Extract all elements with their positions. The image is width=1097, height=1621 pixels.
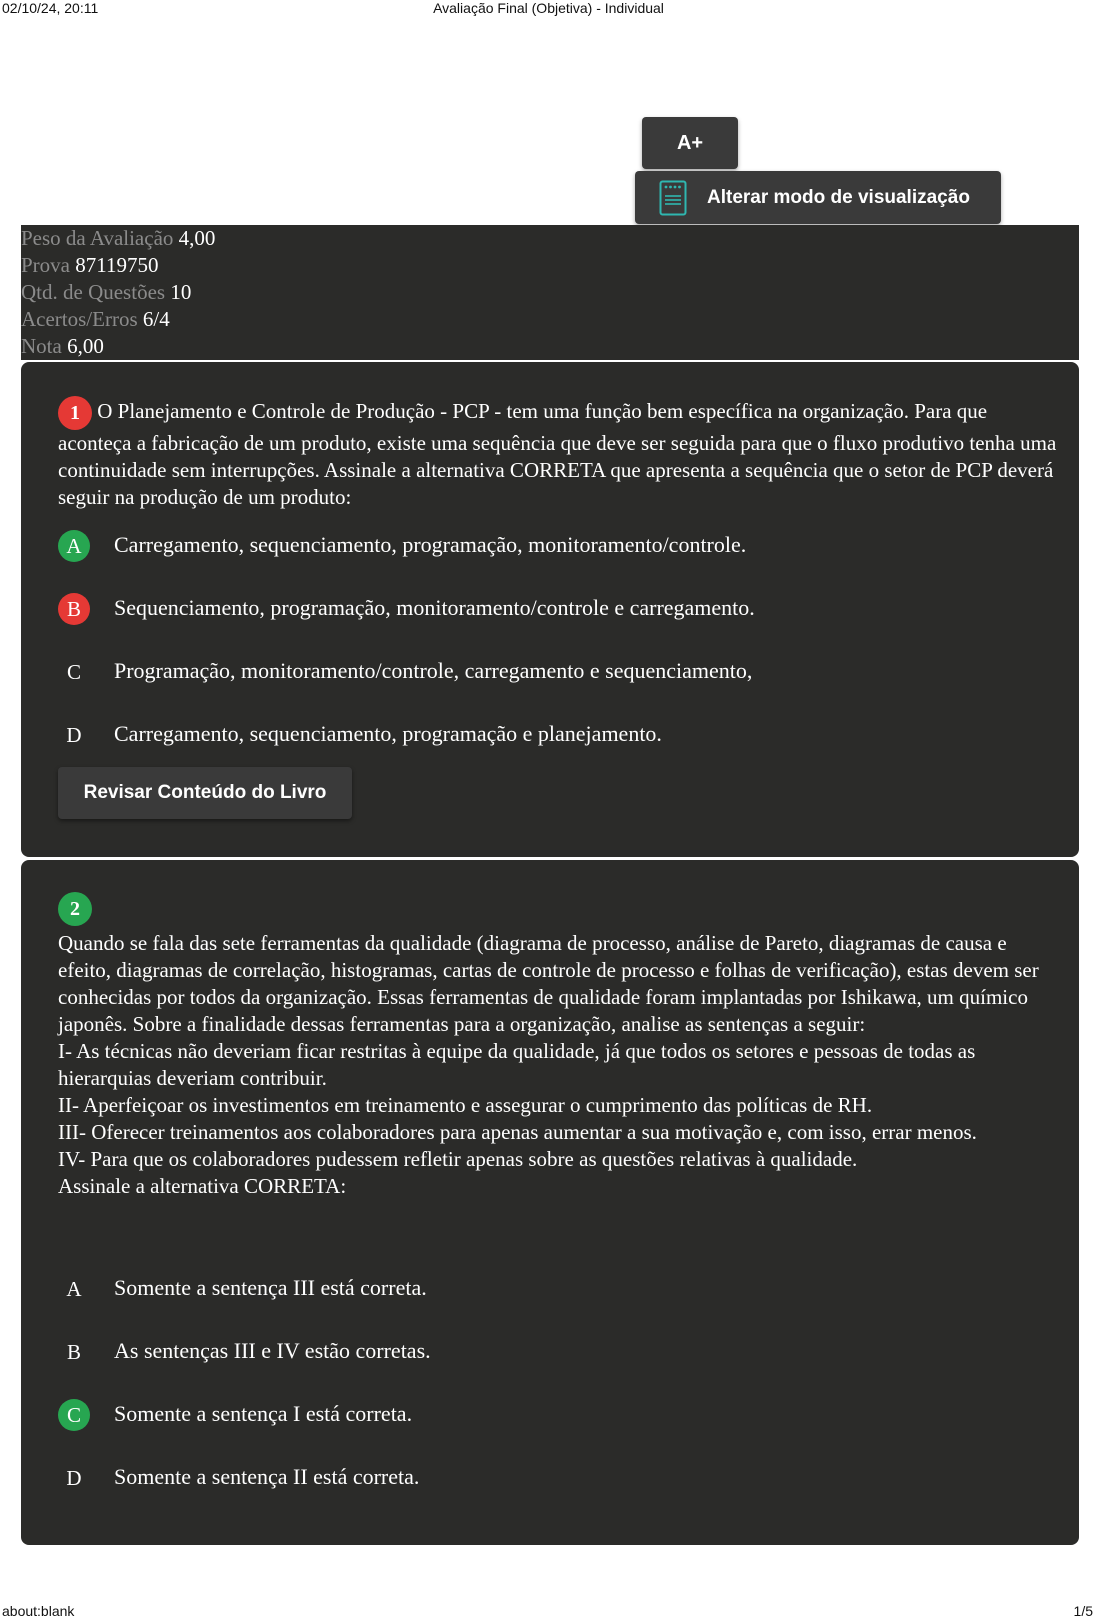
option-text: Carregamento, sequenciamento, programação, monitoramento/controle. xyxy=(114,532,747,557)
view-mode-button[interactable] xyxy=(635,171,1001,224)
summary-row-weight: Peso da Avaliação 4,00 xyxy=(21,226,216,250)
view-mode-label: Alterar modo de visualização xyxy=(707,186,970,208)
option-letter: D xyxy=(66,722,82,747)
question-text: 2 Quando se fala das sete ferramentas da qualidade (diagrama de processo, análise de Pareto, diagramas de causa e efeito, diagramas de correlação, histogramas, cartas de controle de processo e folhas de verificação), estas devem ser conhecidas por todos da organização. Essas ferramentas de qualidade foram implantadas por Ishikawa, um químico japonês. Sobre a finalidade dessas ferramentas para a organização, analise as sentenças a seguir: I- As técnicas não deveriam ficar restritas à equipe da qualidade, já que todos os setores e pessoas de todas as hierarquias deveriam contribuir. II- Aperfeiçoar os investimentos em treinamento e assegurar o cumprimento das políticas de RH. III- Oferecer treinamentos aos colaboradores para apenas aumentar a sua motivação e, com isso, errar menos. IV- Para que os colaboradores pudessem refletir apenas sobre as questões relativas à qualidade. Assinale a alternativa CORRETA: xyxy=(58,892,1063,1200)
review-book-content-button[interactable]: Revisar Conteúdo do Livro xyxy=(58,767,352,819)
option-letter: A xyxy=(66,1276,82,1301)
option-text: Somente a sentença II está correta. xyxy=(114,1464,420,1489)
font-increase-button[interactable]: A+ xyxy=(642,117,738,169)
option-letter: A xyxy=(58,530,90,562)
document-icon xyxy=(659,180,687,216)
summary-row-grade: Nota 6,00 xyxy=(21,334,104,358)
exam-summary xyxy=(21,225,1079,360)
option-letter: D xyxy=(66,1465,82,1490)
summary-row-exam: Prova 87119750 xyxy=(21,253,159,277)
summary-row-questions: Qtd. de Questões 10 xyxy=(21,280,192,304)
option-letter: B xyxy=(58,593,90,625)
question-card-1 xyxy=(21,362,1079,857)
option-text: Programação, monitoramento/controle, carregamento e sequenciamento, xyxy=(114,658,753,683)
option-text: Somente a sentença III está correta. xyxy=(114,1275,427,1300)
print-header xyxy=(0,0,1097,18)
summary-row-score-ratio: Acertos/Erros 6/4 xyxy=(21,307,170,331)
option-text: Carregamento, sequenciamento, programação e planejamento. xyxy=(114,721,662,746)
question-text: 1 O Planejamento e Controle de Produção - PCP - tem uma função bem específica na organização. Para que aconteça a fabricação de um produto, existe uma sequência que deve ser seguida para que o fluxo produtivo tenha uma continuidade sem interrupções. Assinale a alternativa CORRETA que apresenta a sequência que o setor de PCP deverá seguir na produção de um produto: xyxy=(58,396,1063,511)
print-page-number: 1/5 xyxy=(1073,1603,1093,1619)
print-datetime: 02/10/24, 20:11 xyxy=(2,0,99,16)
option-letter: B xyxy=(66,1339,81,1364)
question-number-badge: 2 xyxy=(58,892,92,926)
print-url: about:blank xyxy=(2,1603,75,1619)
question-number-badge: 1 xyxy=(58,396,92,430)
question-card-2 xyxy=(21,860,1079,1545)
option-letter: C xyxy=(58,1399,90,1431)
option-text: Sequenciamento, programação, monitoramento/controle e carregamento. xyxy=(114,595,755,620)
option-text: As sentenças III e IV estão corretas. xyxy=(114,1338,431,1363)
print-title: Avaliação Final (Objetiva) - Individual xyxy=(433,0,664,16)
print-footer xyxy=(0,1603,1097,1621)
option-letter: C xyxy=(66,659,81,684)
option-text: Somente a sentença I está correta. xyxy=(114,1401,413,1426)
